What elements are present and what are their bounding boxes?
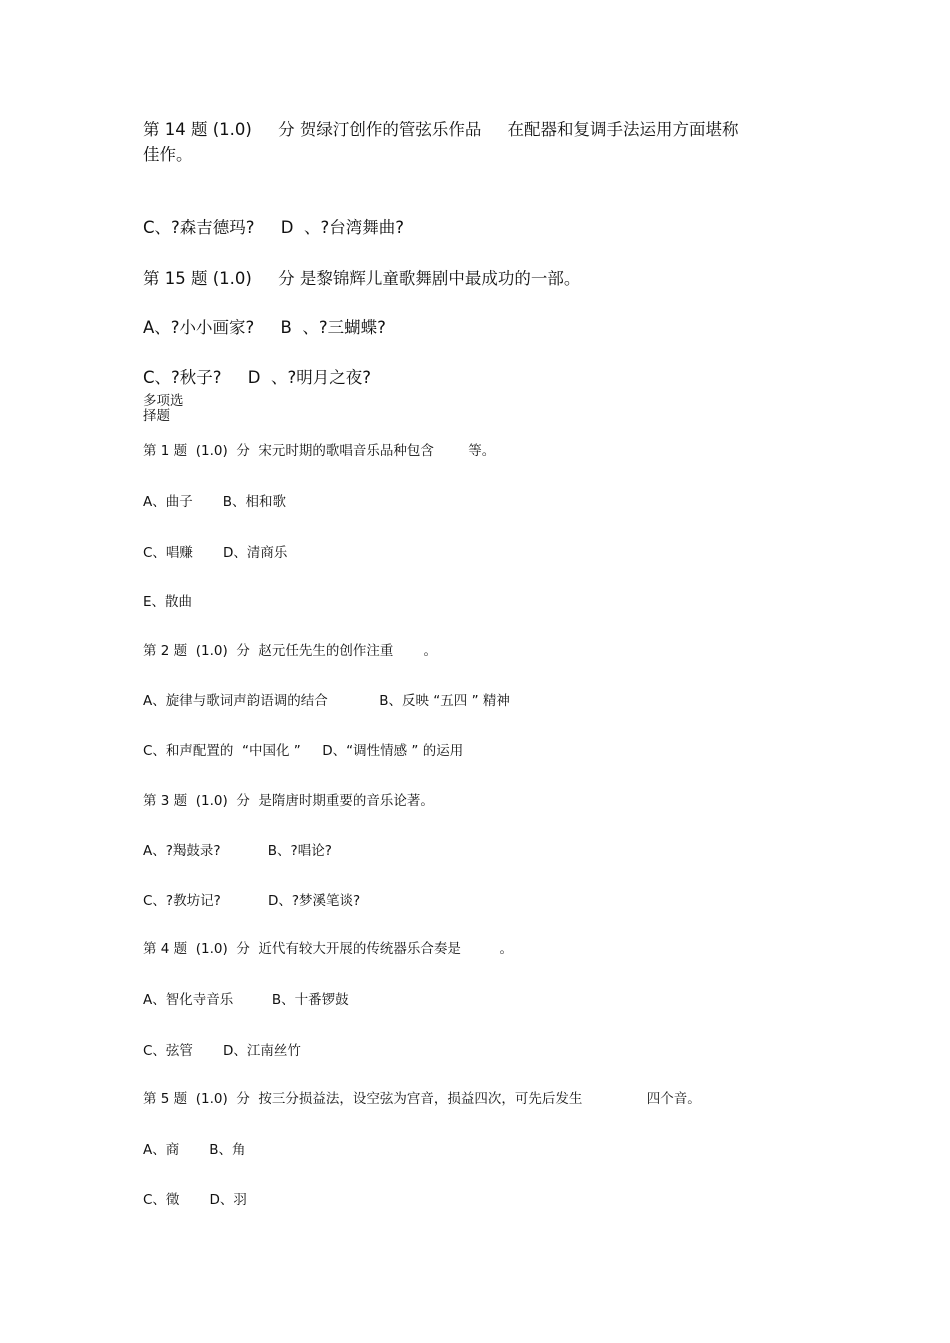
section-heading-line1: 多项选 — [143, 393, 184, 409]
section-heading-line2: 择题 — [143, 408, 170, 424]
multi-question-4-options-ab: A、智化寺音乐 B、十番锣鼓 — [143, 992, 349, 1008]
question-15-options-ab: A、?小小画家? B 、?三蝴蝶? — [143, 318, 386, 337]
multi-question-5-text: 第 5 题 (1.0) 分 按三分损益法，设空弦为宫音，损益四次，可先后发生 四个音。 — [143, 1091, 701, 1107]
multi-question-5-options-ab: A、商 B、角 — [143, 1142, 246, 1158]
multi-question-2-text: 第 2 题 (1.0) 分 赵元任先生的创作注重 。 — [143, 643, 437, 659]
question-15-text: 第 15 题 (1.0) 分 是黎锦辉儿童歌舞剧中最成功的一部。 — [143, 269, 581, 288]
multi-question-5-options-cd: C、徵 D、羽 — [143, 1192, 247, 1208]
question-15-options-cd: C、?秋子? D 、?明月之夜? — [143, 368, 371, 387]
multi-question-3-options-ab: A、?羯鼓录? B、?唱论? — [143, 843, 332, 859]
multi-question-3-text: 第 3 题 (1.0) 分 是隋唐时期重要的音乐论著。 — [143, 793, 434, 809]
question-14-options-cd: C、?森吉德玛? D 、?台湾舞曲? — [143, 218, 404, 237]
question-14-text: 第 14 题 (1.0) 分 贺绿汀创作的管弦乐作品 在配器和复调手法运用方面堪称 — [143, 120, 739, 139]
question-14-text-continued: 佳作。 — [143, 145, 193, 164]
multi-question-1-options-cd: C、唱赚 D、清商乐 — [143, 545, 288, 561]
multi-question-3-options-cd: C、?教坊记? D、?梦溪笔谈? — [143, 893, 361, 909]
multi-question-4-text: 第 4 题 (1.0) 分 近代有较大开展的传统器乐合奏是 。 — [143, 941, 514, 957]
multi-question-1-options-ab: A、曲子 B、相和歌 — [143, 494, 287, 510]
multi-question-4-options-cd: C、弦管 D、江南丝竹 — [143, 1043, 301, 1059]
multi-question-1-option-e: E、散曲 — [143, 594, 193, 610]
multi-question-2-options-cd: C、和声配置的 “中国化 ” D、“调性情感 ” 的运用 — [143, 743, 464, 759]
multi-question-1-text: 第 1 题 (1.0) 分 宋元时期的歌唱音乐品种包含 等。 — [143, 443, 496, 459]
multi-question-2-options-ab: A、旋律与歌词声韵语调的结合 B、反映 “五四 ” 精神 — [143, 693, 510, 709]
